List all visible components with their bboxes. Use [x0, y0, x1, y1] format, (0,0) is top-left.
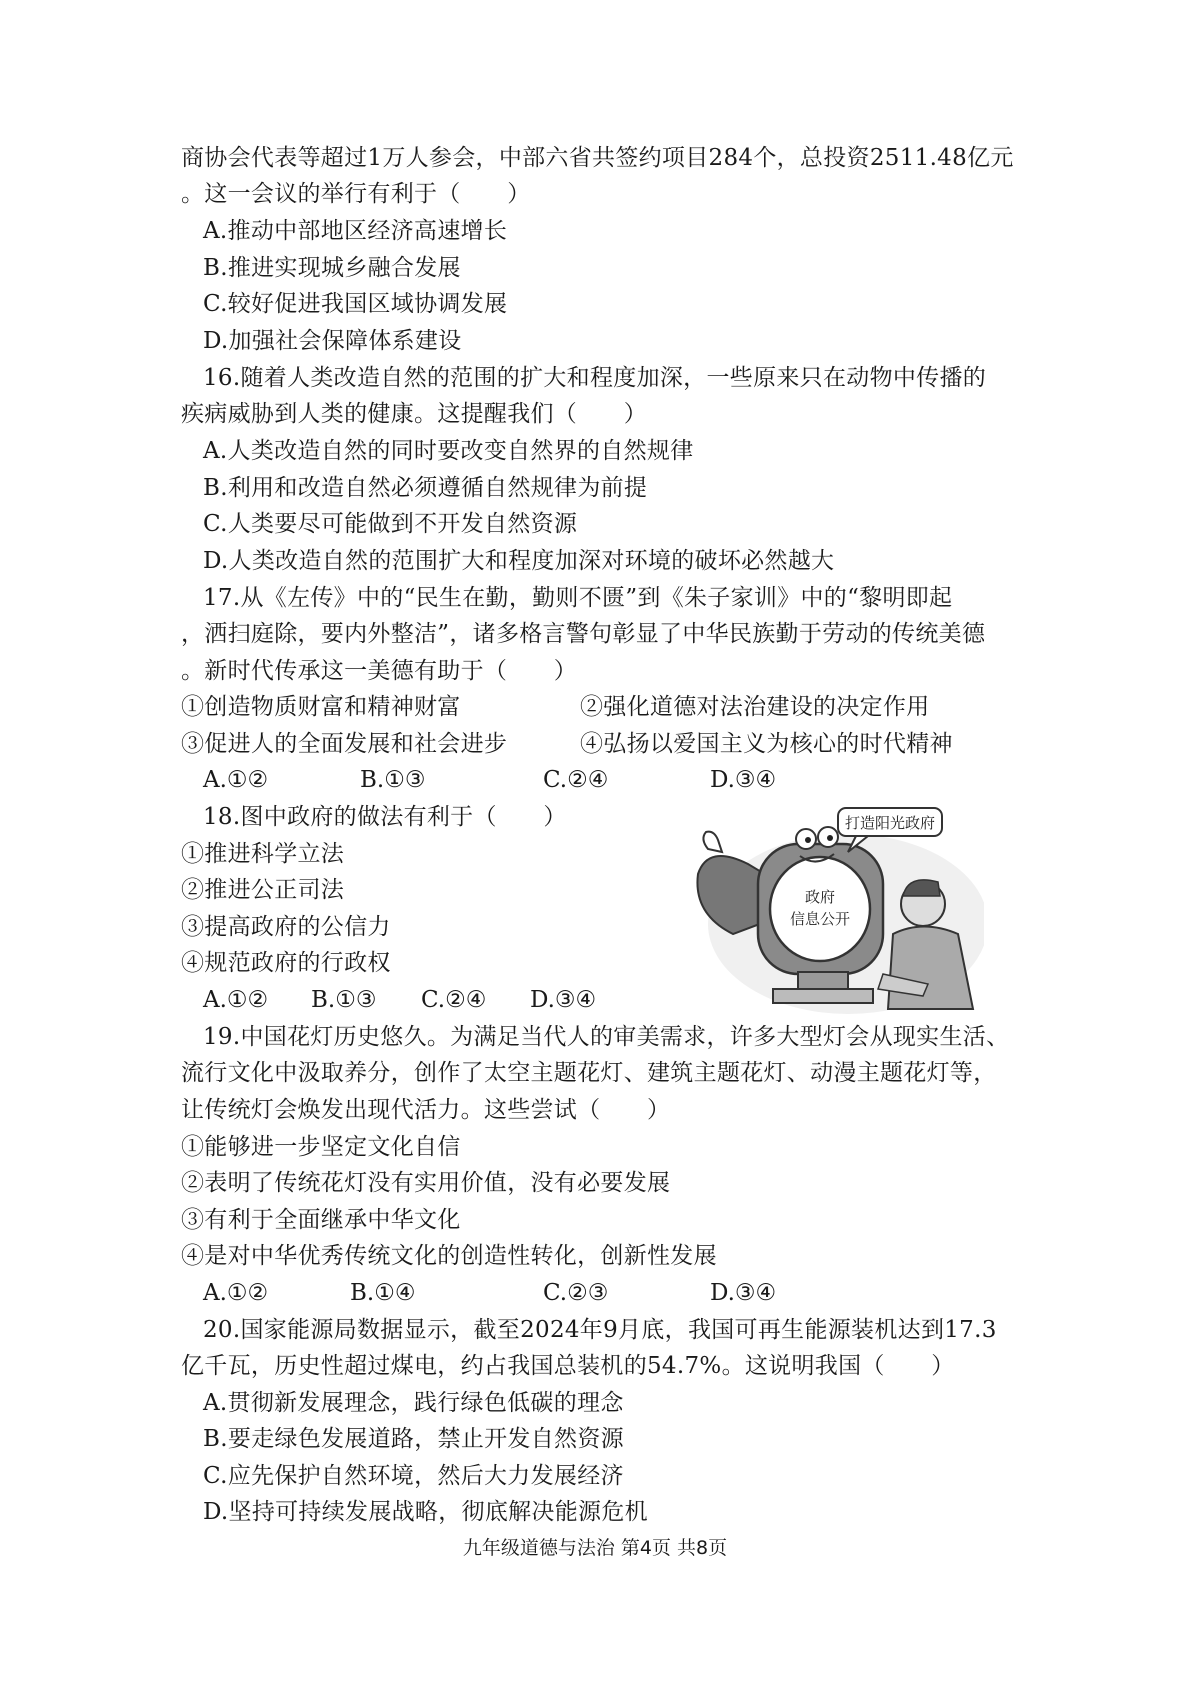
q16-option-c: C.人类要尽可能做到不开发自然资源: [203, 511, 578, 537]
q18-item-2: ②推进公正司法: [181, 877, 345, 903]
q19-stem-line-3: 让传统灯会焕发出现代活力。这些尝试（ ）: [181, 1097, 671, 1123]
q19-stem-line-2: 流行文化中汲取养分，创作了太空主题花灯、建筑主题花灯、动漫主题花灯等，: [181, 1060, 997, 1086]
q17-option-a: A.①②: [203, 767, 269, 793]
q16-stem-line-1: 16.随着人类改造自然的范围的扩大和程度加深，一些原来只在动物中传播的: [203, 365, 987, 391]
q16-option-d: D.人类改造自然的范围扩大和程度加深对环境的破坏必然越大: [203, 548, 835, 574]
waving-hand-icon: [703, 832, 722, 852]
q19-option-d: D.③④: [710, 1280, 777, 1306]
q20-option-d: D.坚持可持续发展战略，彻底解决能源危机: [203, 1499, 648, 1525]
q17-stem-line-1: 17.从《左传》中的“民生在勤，勤则不匮”到《朱子家训》中的“黎明即起: [203, 585, 953, 611]
q17-stem-line-3: 。新时代传承这一美德有助于（ ）: [181, 658, 578, 684]
q17-item-1: ①创造物质财富和精神财富: [181, 694, 461, 720]
q18-option-b: B.①③: [311, 987, 377, 1013]
q17-option-b: B.①③: [360, 767, 426, 793]
q17-item-4: ④弘扬以爱国主义为核心的时代精神: [580, 731, 953, 757]
q17-item-2: ②强化道德对法治建设的决定作用: [580, 694, 930, 720]
q19-item-4: ④是对中华优秀传统文化的创造性转化，创新性发展: [181, 1243, 717, 1269]
q17-option-c: C.②④: [543, 767, 609, 793]
q16-option-a: A.人类改造自然的同时要改变自然界的自然规律: [203, 438, 694, 464]
screen-text-line-1: 政府: [804, 888, 836, 906]
q20-option-a: A.贯彻新发展理念，践行绿色低碳的理念: [203, 1390, 624, 1416]
screen-text-line-2: 信息公开: [789, 910, 851, 928]
q20-stem-line-1: 20.国家能源局数据显示，截至2024年9月底，我国可再生能源装机达到17.3: [203, 1317, 997, 1343]
q18-option-a: A.①②: [203, 987, 269, 1013]
q17-stem-line-2: ，洒扫庭除，要内外整洁”，诸多格言警句彰显了中华民族勤于劳动的传统美德: [181, 621, 986, 647]
q19-option-a: A.①②: [203, 1280, 269, 1306]
q15-option-d: D.加强社会保障体系建设: [203, 328, 462, 354]
q16-option-b: B.利用和改造自然必须遵循自然规律为前提: [203, 475, 648, 501]
page-footer: 九年级道德与法治 第4页 共8页: [462, 1537, 728, 1559]
q19-stem-line-1: 19.中国花灯历史悠久。为满足当代人的审美需求，许多大型灯会从现实生活、: [203, 1024, 1010, 1050]
q18-option-d: D.③④: [530, 987, 597, 1013]
q18-item-1: ①推进科学立法: [181, 841, 345, 867]
q19-item-2: ②表明了传统花灯没有实用价值，没有必要发展: [181, 1170, 671, 1196]
q19-item-3: ③有利于全面继承中华文化: [181, 1207, 461, 1233]
q18-option-c: C.②④: [421, 987, 487, 1013]
q19-item-1: ①能够进一步坚定文化自信: [181, 1134, 461, 1160]
q15-stem-line-1: 商协会代表等超过1万人参会，中部六省共签约项目284个，总投资2511.48亿元: [181, 145, 1014, 171]
cartoon-pupil-right: [827, 835, 833, 841]
q19-option-b: B.①④: [350, 1280, 416, 1306]
q17-item-3: ③促进人的全面发展和社会进步: [181, 731, 508, 757]
speech-bubble-text: 打造阳光政府: [844, 814, 936, 832]
q19-option-c: C.②③: [543, 1280, 609, 1306]
q18-stem: 18.图中政府的做法有利于（ ）: [203, 804, 567, 830]
government-info-cartoon: [678, 804, 984, 1016]
q16-stem-line-2: 疾病威胁到人类的健康。这提醒我们（ ）: [181, 401, 647, 427]
q20-option-c: C.应先保护自然环境，然后大力发展经济: [203, 1463, 624, 1489]
monitor-screen: [770, 857, 870, 961]
q18-item-3: ③提高政府的公信力: [181, 914, 391, 940]
q15-option-b: B.推进实现城乡融合发展: [203, 255, 461, 281]
q18-item-4: ④规范政府的行政权: [181, 950, 391, 976]
cartoon-pupil-left: [805, 837, 811, 843]
q15-option-a: A.推动中部地区经济高速增长: [203, 218, 508, 244]
monitor-base: [773, 989, 873, 1003]
q15-stem-line-2: 。这一会议的举行有利于（ ）: [181, 181, 531, 207]
q20-stem-line-2: 亿千瓦，历史性超过煤电，约占我国总装机的54.7%。这说明我国（ ）: [181, 1353, 955, 1379]
monitor-stand: [798, 972, 848, 990]
q15-option-c: C.较好促进我国区域协调发展: [203, 291, 508, 317]
q20-option-b: B.要走绿色发展道路，禁止开发自然资源: [203, 1426, 624, 1452]
q17-option-d: D.③④: [710, 767, 777, 793]
